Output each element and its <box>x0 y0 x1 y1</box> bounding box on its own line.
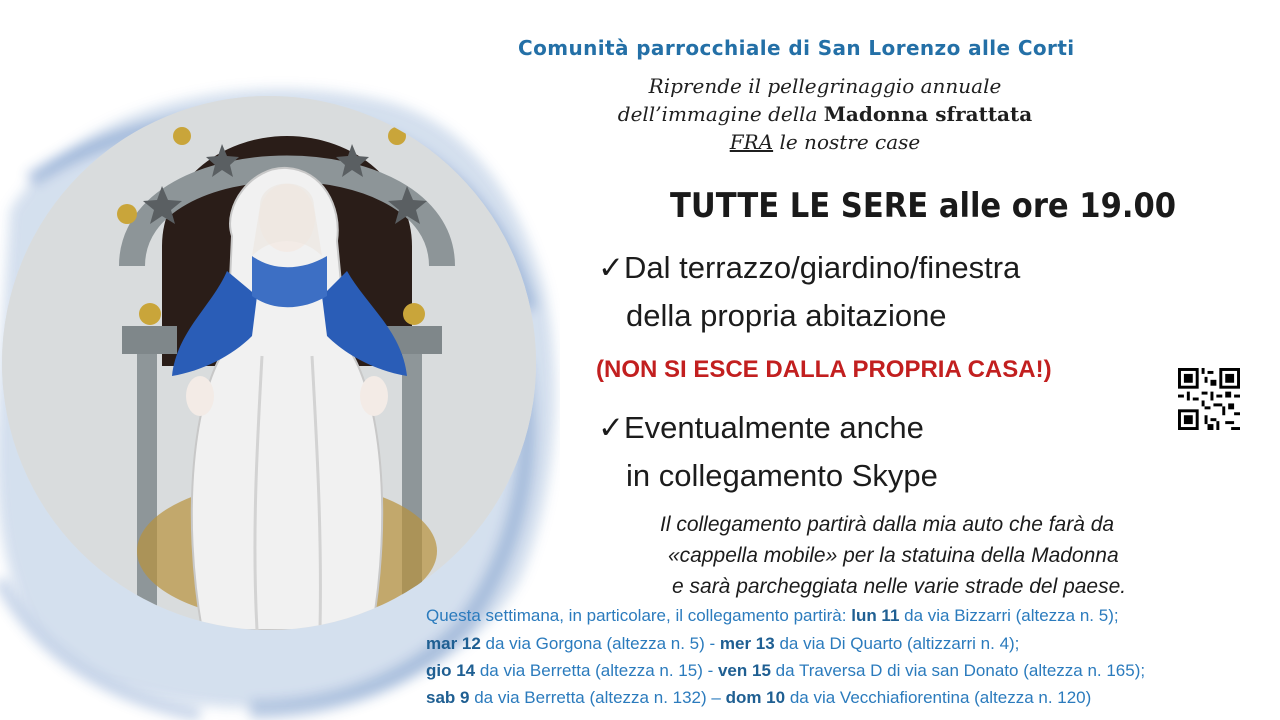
note-line-1: Il collegamento partirà dalla mia auto che farà da <box>660 513 1115 536</box>
bullet-2-line-1: ✓Eventualmente anche <box>598 410 924 445</box>
pilgrimage-line-1: Riprende il pellegrinaggio annuale <box>648 74 1002 98</box>
pilgrimage-line-2 <box>585 102 1065 126</box>
schedule-place-mar: da via Gorgona (altezza n. 5) - <box>480 634 720 653</box>
schedule-row-3 <box>426 661 1145 681</box>
schedule-day-dom: dom 10 <box>725 688 786 707</box>
schedule-row-2 <box>426 634 1019 654</box>
schedule-row-4 <box>426 688 1091 708</box>
bullet-1-line-1: ✓Dal terrazzo/giardino/finestra <box>598 250 1021 285</box>
pilgrimage-line-3 <box>585 130 1065 154</box>
schedule-place-gio: da via Berretta (altezza n. 15) - <box>475 661 718 680</box>
qr-code-icon[interactable] <box>1178 368 1240 430</box>
fra-text: FRA <box>729 130 774 154</box>
schedule-place-ven: da Traversa D di via san Donato (altezza n. 165); <box>770 661 1146 680</box>
schedule-day-mer: mer 13 <box>719 634 775 653</box>
note-line-3: e sarà parcheggiata nelle varie strade del paese. <box>672 575 1127 598</box>
bullet-2-line-2: in collegamento Skype <box>626 458 938 493</box>
note-line-2: «cappella mobile» per la statuina della Madonna <box>668 544 1119 567</box>
bullet-1-line-2: della propria abitazione <box>626 298 947 333</box>
schedule-place-dom: da via Vecchiafiorentina (altezza n. 120) <box>785 688 1092 707</box>
schedule-place-sab: da via Berretta (altezza n. 132) – <box>469 688 726 707</box>
madonna-sfrattata-text: Madonna sfrattata <box>823 102 1033 126</box>
schedule-row-1 <box>426 606 1119 626</box>
schedule-day-ven: ven 15 <box>717 661 771 680</box>
pilgrimage-line-2-a: dell’immagine della <box>617 102 824 126</box>
warning-text: (NON SI ESCE DALLA PROPRIA CASA!) <box>596 356 1052 383</box>
schedule-day-sab: sab 9 <box>426 688 470 707</box>
schedule-day-mar: mar 12 <box>426 634 481 653</box>
madonna-statue-photo <box>2 96 536 630</box>
schedule-day-lun: lun 11 <box>851 606 900 625</box>
headline: TUTTE LE SERE alle ore 19.00 <box>670 186 1177 226</box>
schedule-day-gio: gio 14 <box>426 661 476 680</box>
schedule-intro: Questa settimana, in particolare, il collegamento partirà: <box>426 606 852 625</box>
schedule-place-lun: da via Bizzarri (altezza n. 5); <box>899 606 1119 625</box>
pilgrimage-line-3-b: le nostre case <box>773 130 921 154</box>
schedule-place-mer: da via Di Quarto (altizzarri n. 4); <box>774 634 1020 653</box>
parish-title: Comunità parrocchiale di San Lorenzo alle Corti <box>518 36 1075 60</box>
